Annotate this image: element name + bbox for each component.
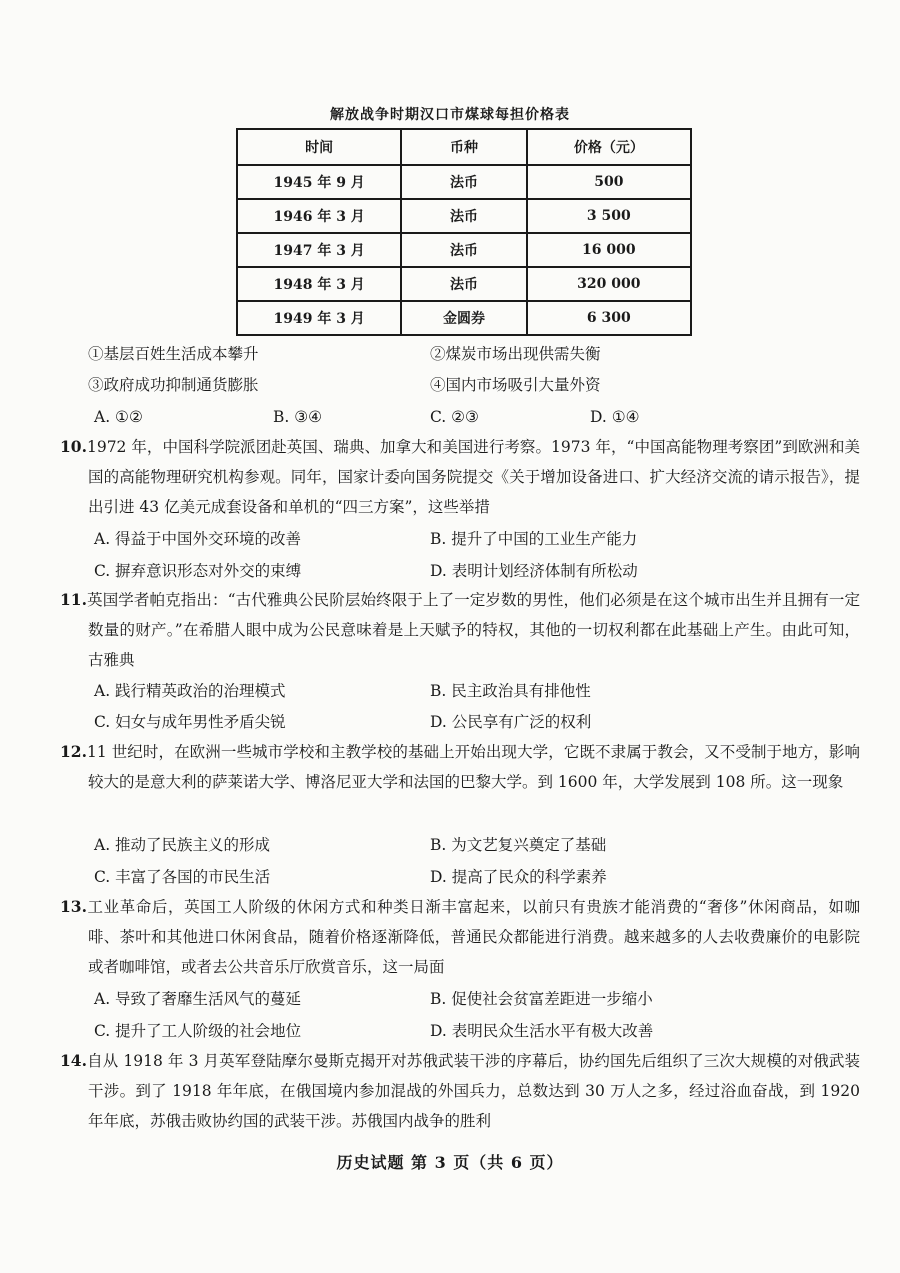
question-12: [60, 737, 860, 797]
q11-option-a[interactable]: A. 践行精英政治的治理模式: [94, 682, 286, 700]
q10-option-c[interactable]: C. 摒弃意识形态对外交的束缚: [94, 562, 302, 580]
question-stem: 自从 1918 年 3 月英军登陆摩尔曼斯克揭开对苏俄武装干涉的序幕后，协约国先后组织了三次大规模的对俄武装干涉。到了 1918 年年底，在俄国境内参加混战的外国兵力，总数达到 30 万人之多，经过浴血奋战，到 1920 年年底，苏俄击败协约国的武装干涉。苏俄国内战争的胜利: [86, 1052, 860, 1130]
statement-2: ②煤炭市场出现供需失衡: [430, 345, 601, 363]
table-row: [237, 199, 691, 233]
question-13: [60, 892, 860, 982]
q10-option-a[interactable]: A. 得益于中国外交环境的改善: [94, 530, 302, 548]
q10-option-d[interactable]: D. 表明计划经济体制有所松动: [430, 562, 638, 580]
q12-option-b[interactable]: B. 为文艺复兴奠定了基础: [430, 836, 607, 854]
table-cell: 法币: [401, 267, 526, 301]
table-header-cell: 价格（元）: [527, 129, 691, 165]
table-cell: 金圆券: [401, 301, 526, 335]
table-cell: 1947 年 3 月: [237, 233, 401, 267]
table-caption: 解放战争时期汉口市煤球每担价格表: [330, 107, 570, 123]
question-10: [60, 432, 860, 522]
table-cell: 6 300: [527, 301, 691, 335]
q9-option-a[interactable]: A. ①②: [94, 408, 143, 426]
q11-option-c[interactable]: C. 妇女与成年男性矛盾尖锐: [94, 713, 286, 731]
table-cell: 1949 年 3 月: [237, 301, 401, 335]
q13-option-a[interactable]: A. 导致了奢靡生活风气的蔓延: [94, 990, 302, 1008]
table-cell: 法币: [401, 233, 526, 267]
table-cell: 法币: [401, 165, 526, 199]
question-11: [60, 585, 860, 675]
table-row: [237, 165, 691, 199]
statement-4: ④国内市场吸引大量外资: [430, 376, 601, 394]
question-stem: 1972 年，中国科学院派团赴英国、瑞典、加拿大和美国进行考察。1973 年，“中国高能物理考察团”到欧洲和美国的高能物理研究机构参观。同年，国家计委向国务院提交《关于增加设备进口、扩大经济交流的请示报告》，提出引进 43 亿美元成套设备和单机的“四三方案”，这些举措: [86, 438, 860, 516]
question-stem: 11 世纪时，在欧洲一些城市学校和主教学校的基础上开始出现大学，它既不隶属于教会，又不受制于地方，影响较大的是意大利的萨莱诺大学、博洛尼亚大学和法国的巴黎大学。到 1600 年，大学发展到 108 所。这一现象: [86, 743, 860, 791]
price-table: [236, 128, 692, 336]
q11-option-b[interactable]: B. 民主政治具有排他性: [430, 682, 591, 700]
q9-option-d[interactable]: D. ①④: [590, 408, 640, 426]
question-number: 11.: [60, 590, 87, 609]
table-cell: 3 500: [527, 199, 691, 233]
question-number: 10.: [60, 437, 87, 456]
question-number: 12.: [60, 742, 87, 761]
q12-option-a[interactable]: A. 推动了民族主义的形成: [94, 836, 271, 854]
q13-option-b[interactable]: B. 促使社会贫富差距进一步缩小: [430, 990, 653, 1008]
table-header-row: [237, 129, 691, 165]
statement-3: ③政府成功抑制通货膨胀: [88, 376, 259, 394]
q10-option-b[interactable]: B. 提升了中国的工业生产能力: [430, 530, 638, 548]
table-header-cell: 币种: [401, 129, 526, 165]
question-14: [60, 1046, 860, 1136]
table-cell: 法币: [401, 199, 526, 233]
table-cell: 500: [527, 165, 691, 199]
table-row: [237, 301, 691, 335]
question-stem: 工业革命后，英国工人阶级的休闲方式和种类日渐丰富起来，以前只有贵族才能消费的“奢侈”休闲商品，如咖啡、茶叶和其他进口休闲食品，随着价格逐渐降低，普通民众都能进行消费。越来越多的人去收费廉价的电影院或者咖啡馆，或者去公共音乐厅欣赏音乐，这一局面: [86, 898, 860, 976]
table-row: [237, 267, 691, 301]
table-cell: 1945 年 9 月: [237, 165, 401, 199]
table-cell: 320 000: [527, 267, 691, 301]
page-footer: 历史试题 第 3 页（共 6 页）: [336, 1153, 564, 1172]
statement-1: ①基层百姓生活成本攀升: [88, 345, 259, 363]
q12-option-d[interactable]: D. 提高了民众的科学素养: [430, 868, 607, 886]
q9-option-b[interactable]: B. ③④: [273, 408, 323, 426]
question-stem: 英国学者帕克指出：“古代雅典公民阶层始终限于上了一定岁数的男性，他们必须是在这个城市出生并且拥有一定数量的财产。”在希腊人眼中成为公民意味着是上天赋予的特权，其他的一切权利都在此基础上产生。由此可知，古雅典: [86, 591, 860, 669]
table-cell: 16 000: [527, 233, 691, 267]
table-cell: 1948 年 3 月: [237, 267, 401, 301]
table-cell: 1946 年 3 月: [237, 199, 401, 233]
q13-option-d[interactable]: D. 表明民众生活水平有极大改善: [430, 1022, 654, 1040]
table-row: [237, 233, 691, 267]
q12-option-c[interactable]: C. 丰富了各国的市民生活: [94, 868, 271, 886]
question-number: 13.: [60, 897, 87, 916]
q9-option-c[interactable]: C. ②③: [430, 408, 479, 426]
table-header-cell: 时间: [237, 129, 401, 165]
q11-option-d[interactable]: D. 公民享有广泛的权利: [430, 713, 592, 731]
question-number: 14.: [60, 1051, 87, 1070]
q13-option-c[interactable]: C. 提升了工人阶级的社会地位: [94, 1022, 302, 1040]
